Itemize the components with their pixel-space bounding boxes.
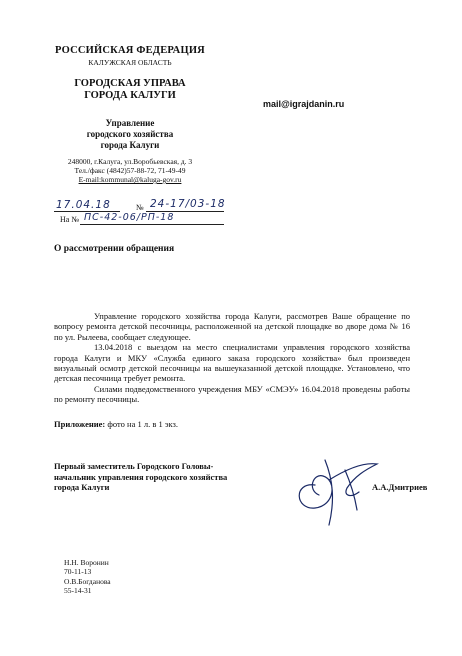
registration-number: 24-17/03-18 (150, 198, 226, 210)
registration-date: 17.04.18 (56, 199, 111, 211)
executor-1-name: Н.Н. Воронин (64, 558, 109, 567)
executors-block (64, 558, 111, 596)
department-line-1: Управление (105, 118, 155, 128)
region-title: КАЛУЖСКАЯ ОБЛАСТЬ (88, 58, 172, 67)
body-paragraph-1: Управление городского хозяйства города Калуги, рассмотрев Ваше обращение по вопросу ремонта детской песочницы, расположенной на детской площадке во дворе дома № 16 по ул. Рылеева, сообщает следующее. (54, 311, 410, 342)
executor-2-name: О.В.Богданова (64, 576, 111, 586)
letter-subject: О рассмотрении обращения (54, 244, 175, 254)
country-title: РОССИЙСКАЯ ФЕДЕРАЦИЯ (55, 45, 205, 56)
department-line-3: города Калуги (100, 140, 160, 150)
contact-block (40, 157, 220, 184)
phone: Тел./факс (4842)57-88-72, 71-49-49 (74, 166, 186, 175)
attachment-label: Приложение: (54, 419, 106, 429)
signatory-line-3: города Калуги (54, 482, 110, 492)
body-paragraph-2: 13.04.2018 с выездом на место специалистами управления городского хозяйства города Калуги и МКУ «Служба единого заказа городского хозяйства» был произведен визуальный осмотр детской песочницы на вышеуказанной детской площадке. Установлено, что детская песочница требует ремонта. (54, 342, 410, 384)
organization-line-1: ГОРОДСКАЯ УПРАВА (74, 78, 186, 89)
executor-2-phone: 55-14-31 (64, 586, 92, 596)
reference-label: На № (60, 215, 79, 224)
department-title (40, 118, 220, 151)
reference-underline (80, 224, 224, 225)
attachment-line (54, 419, 178, 429)
signatory-name: А.А.Дмитриев (372, 482, 428, 492)
signatory-title (54, 461, 274, 493)
organization-title (40, 78, 220, 102)
recipient-email: mail@igrajdanin.ru (263, 99, 345, 109)
attachment-text: фото на 1 л. в 1 экз. (105, 419, 178, 429)
executor-1-phone: 70-11-13 (64, 567, 92, 577)
department-email: E-mail:kommunal@kaluga-gov.ru (78, 175, 182, 184)
address: 248000, г.Калуга, ул.Воробьевская, д. 3 (67, 157, 193, 166)
body-paragraph-3: Силами подведомственного учреждения МБУ «СМЭУ» 16.04.2018 проведены работы по ремонту песочницы. (54, 383, 410, 405)
letter-body (54, 311, 410, 405)
signatory-line-2: начальник управления городского хозяйства (54, 471, 228, 482)
reference-number: ПС-42-06/РП-18 (84, 212, 175, 223)
signatory-line-1: Первый заместитель Городского Головы- (54, 461, 214, 471)
number-label: № (136, 203, 144, 212)
department-line-2: городского хозяйства (86, 129, 174, 139)
organization-line-2: ГОРОДА КАЛУГИ (84, 90, 176, 101)
